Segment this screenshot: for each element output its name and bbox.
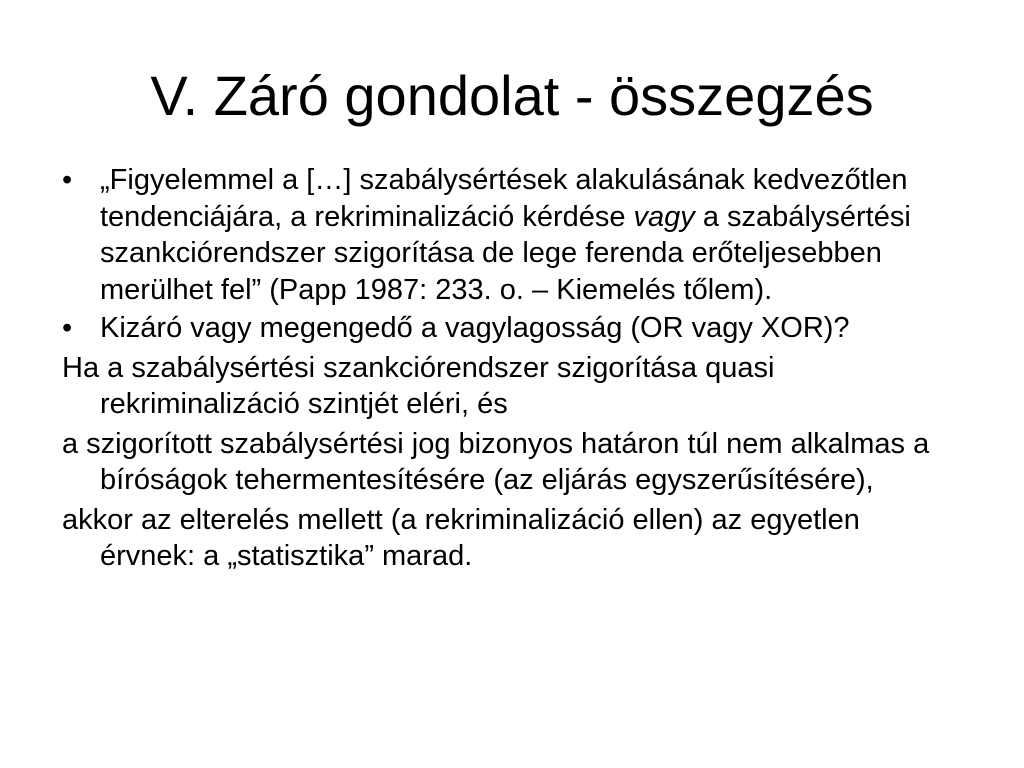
question-text: Kizáró vagy megengedő a vagylagosság (OR vagy XOR)? — [100, 312, 850, 344]
bullet-dot: • — [62, 312, 73, 344]
bullet-dot: • — [62, 164, 73, 196]
paragraph-condition-1: Ha a szabálysértési szankciórendszer szigorítása quasi rekriminalizáció szintjét eléri, és — [62, 351, 775, 420]
paragraph-conclusion: akkor az elterelés mellett (a rekriminalizáció ellen) az egyetlen érvnek: a „statisztika” marad. — [62, 503, 860, 572]
slide-title: V. Záró gondolat - összegzés — [150, 64, 874, 127]
bullet-item-quote — [62, 162, 942, 308]
quote-text-end: a szabálysértési szankciórendszer szigorítása de lege ferenda erőteljesebben merülhet fel” (Papp 1987: 233. o. – Kiemelés tőlem). — [100, 200, 911, 306]
slide-body — [62, 162, 942, 578]
paragraph-condition-2: a szigorított szabálysértési jog bizonyos határon túl nem alkalmas a bíróságok tehermentesítésére (az eljárás egyszerűsítésére), — [62, 427, 930, 496]
quote-text-start: „Figyelemmel a […] szabálysértések alakulásának kedvezőtlen tendenciájára, a rekriminalizáció kérdése — [100, 164, 908, 233]
bullet-item-question — [62, 310, 942, 347]
quote-italic-word: vagy — [633, 200, 695, 233]
